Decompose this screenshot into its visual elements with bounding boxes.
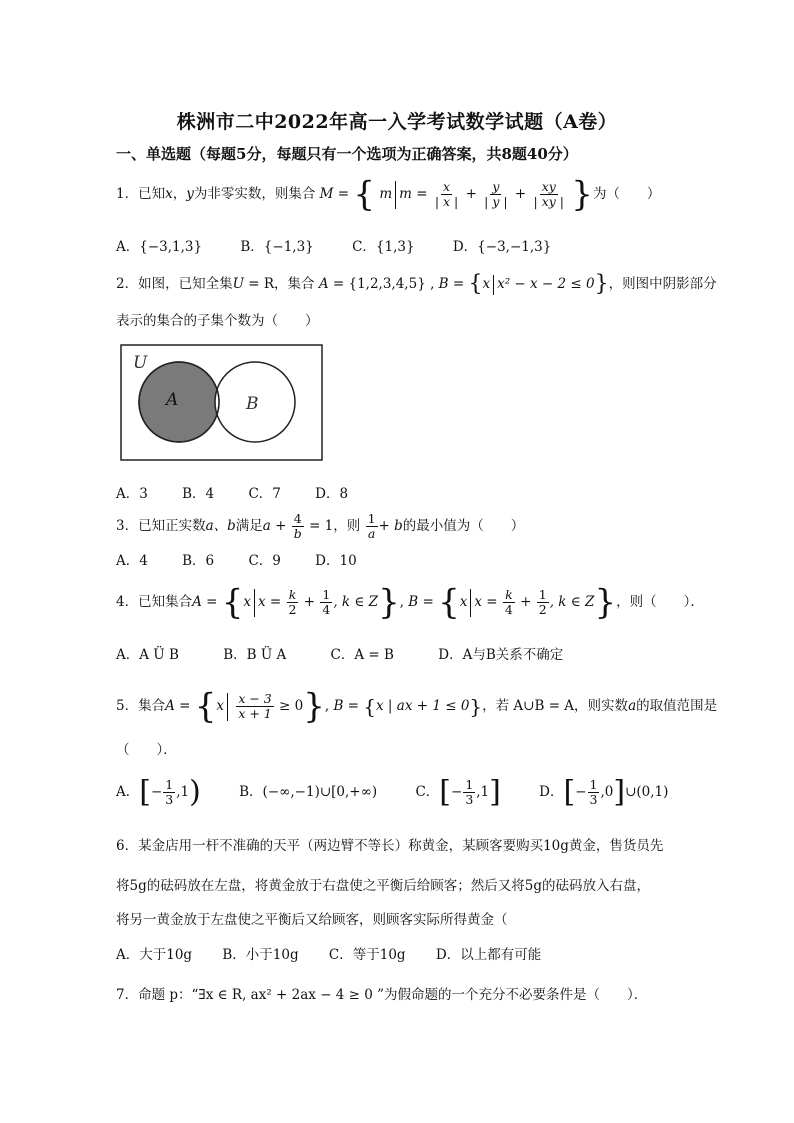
venn-label-u: U [133, 353, 148, 373]
q3-post: 的最小值为（ ） [402, 518, 525, 534]
q1-left-brace: { [353, 174, 376, 215]
q4-bar-2 [470, 589, 471, 617]
q6-options [116, 943, 575, 963]
q2-post: ，则图中阴影部分 [608, 276, 717, 292]
q1-m: m [379, 186, 393, 202]
q2-U: U [232, 276, 244, 292]
q3-option-b[interactable]: B．6 [182, 553, 215, 569]
q1-eq: = [333, 186, 354, 202]
q2-brace-l: { [468, 271, 483, 297]
venn-label-a: A [166, 390, 179, 410]
question-6-line-2: 将5g的砝码放在左盘，将黄金放于右盘使之平衡后给顾客；然后又将5g的砝码放入右盘， [116, 878, 650, 894]
q2-setB-body: x² − x − 2 ≤ 0 [497, 276, 595, 292]
q4-brace-2r: } [594, 582, 617, 623]
q2-B: B [438, 276, 449, 292]
q5-brace-1l: { [194, 686, 217, 727]
q1-right-brace: } [571, 174, 593, 215]
q3-ab: a、b [205, 518, 236, 534]
question-7: 7．命题 p：“∃x ∈ R, ax² + 2ax − 4 ≥ 0 ”为假命题的一个充分不必要条件是（ ）． [116, 987, 648, 1003]
q1-m-eq: m = [399, 186, 432, 202]
q4-frac-1: $\frac{k}{2}$ [288, 587, 297, 617]
question-1 [116, 174, 661, 215]
question-3 [116, 512, 524, 541]
q5-setB-body: x | ax + 1 ≤ 0 [376, 698, 470, 714]
q2-option-d[interactable]: D．8 [315, 486, 349, 502]
q5-option-c[interactable]: C．[− $\frac{1}{3}$ ,1] [415, 774, 501, 810]
q3-eq: = 1，则 [304, 518, 361, 534]
q1-frac-1: $\frac{x}{| x |}$ [434, 179, 459, 209]
q2-pre: 2．如图，已知全集 [116, 276, 233, 292]
q4-post: ，则（ ）． [616, 594, 704, 610]
q4-pre: 4．已知集合 [116, 594, 193, 610]
q1-frac-3: $\frac{xy}{| xy |}$ [533, 179, 564, 209]
q2-options [116, 482, 382, 502]
q4-brace-1l: { [221, 582, 244, 623]
q1-option-b[interactable]: B．{−1,3} [240, 239, 314, 255]
q5-frac: $\frac{x - 3}{x + 1}$ [238, 691, 272, 721]
q4-B: B [408, 594, 419, 610]
question-6-line-3: 将另一黄金放于左盘使之平衡后又给顾客，则顾客实际所得黄金（ [116, 912, 508, 928]
question-4: 4．已知集合A = {x x = $\frac{k}{2}$ + $\frac{1}{4}$ , k ∈ Z}, B = {x x = $\frac{k}{4}$ + $\frac{1}{2}$ , k ∈ Z}，则（ ）． [116, 582, 704, 623]
question-6-line-1: 6．某金店用一杆不准确的天平（两边臂不等长）称黄金，某顾客要购买10g黄金，售货员先 [116, 838, 664, 854]
q3-frac-1: $\frac{4}{b}$ [293, 511, 302, 541]
q1-x: x [165, 186, 173, 202]
q1-mid: 为非零实数，则集合 [193, 186, 316, 202]
venn-diagram [118, 342, 326, 464]
q4-brace-2l: { [438, 582, 460, 623]
q3-pre: 3．已知正实数 [116, 518, 206, 534]
q3-mid: 满足 [235, 518, 263, 534]
q5-options [116, 774, 702, 810]
q3-frac-2: $\frac{1}{a}$ [367, 511, 376, 541]
q2-eqR: = R，集合 [243, 276, 319, 292]
q6-option-a[interactable]: A．大于10g [116, 947, 193, 963]
q3-options [116, 549, 391, 569]
q4-options [116, 643, 597, 663]
q4-frac-2: $\frac{1}{4}$ [322, 587, 331, 617]
q2-setA: = {1,2,3,4,5} , [328, 276, 439, 292]
question-2-line-1: 2．如图，已知全集U = R，集合 A = {1,2,3,4,5} , B = {x x² − x − 2 ≤ 0}，则图中阴影部分 [116, 271, 717, 297]
q1-set-M: M [319, 186, 334, 202]
q1-option-a[interactable]: A．{−3,1,3} [116, 239, 203, 255]
q2-bar [493, 275, 494, 295]
venn-label-b: B [246, 394, 259, 414]
q1-option-d[interactable]: D．{−3,−1,3} [452, 239, 552, 255]
page-title: 株洲市二中2022年高一入学考试数学试题（A卷） [176, 111, 618, 133]
q4-A: A [192, 594, 202, 610]
q5-option-b[interactable]: B．(−∞,−1)∪[0,+∞) [239, 784, 378, 800]
question-5-line-2: （ ）． [116, 742, 177, 758]
q4-frac-4: $\frac{1}{2}$ [538, 587, 547, 617]
q5-mid: ，若 A∪B = A，则实数 [482, 698, 629, 714]
q5-option-a[interactable]: A．[− $\frac{1}{3}$ ,1) [116, 774, 201, 810]
q5-pre: 5．集合 [116, 698, 166, 714]
q1-bar [395, 181, 396, 209]
q3-b: + b [378, 518, 403, 534]
q5-brace-1r: } [303, 686, 325, 727]
q4-option-d[interactable]: D．A与B关系不确定 [438, 647, 564, 663]
q5-option-d[interactable]: D．[− $\frac{1}{3}$ ,0]∪(0,1) [539, 774, 669, 810]
q4-brace-1r: } [378, 582, 400, 623]
q3-plus: + [270, 518, 291, 534]
q5-A: A [165, 698, 175, 714]
question-2-line-2: 表示的集合的子集个数为（ ） [116, 313, 319, 329]
q4-option-a[interactable]: A．A Ü B [116, 647, 179, 663]
q5-B: B [333, 698, 344, 714]
q3-option-d[interactable]: D．10 [315, 553, 357, 569]
section-heading: 一、单选题（每题5分，每题只有一个选项为正确答案，共8题40分） [116, 145, 578, 163]
q4-option-c[interactable]: C．A = B [330, 647, 394, 663]
q5-post: 的取值范围是 [636, 698, 718, 714]
q2-option-b[interactable]: B．4 [182, 486, 215, 502]
q1-frac-2: $\frac{y}{| y |}$ [484, 179, 508, 209]
q2-option-a[interactable]: A．3 [116, 486, 148, 502]
question-5-line-1: 5．集合A = {x $\frac{x - 3}{x + 1}$ ≥ 0}, B = {x | ax + 1 ≤ 0}，若 A∪B = A，则实数a的取值范围是 [116, 686, 718, 727]
q2-option-c[interactable]: C．7 [248, 486, 281, 502]
q1-pre: 1．已知 [116, 186, 166, 202]
q1-post: 为（ ） [592, 186, 661, 202]
q3-option-c[interactable]: C．9 [248, 553, 281, 569]
q1-option-c[interactable]: C．{1,3} [352, 239, 415, 255]
q1-plus-2: + [514, 186, 527, 202]
q3-a: a [262, 518, 271, 534]
q1-options [116, 235, 585, 255]
q6-option-b[interactable]: B．小于10g [222, 947, 299, 963]
q2-brace-r: } [594, 271, 609, 297]
q4-option-b[interactable]: B．B Ü A [223, 647, 287, 663]
q4-eq: = [201, 594, 222, 610]
q5-bar [227, 693, 228, 721]
q1-plus: + [465, 186, 477, 202]
q1-y: y [186, 186, 194, 202]
q3-option-a[interactable]: A．4 [116, 553, 148, 569]
q6-option-c[interactable]: C．等于10g [328, 947, 406, 963]
q1-comma: ， [172, 186, 187, 202]
q4-bar-1 [254, 589, 255, 617]
q6-option-d[interactable]: D．以上都有可能 [435, 947, 542, 963]
q2-setB-eq: = [448, 276, 469, 292]
q2-A: A [318, 276, 329, 292]
q4-frac-3: $\frac{k}{4}$ [504, 587, 513, 617]
